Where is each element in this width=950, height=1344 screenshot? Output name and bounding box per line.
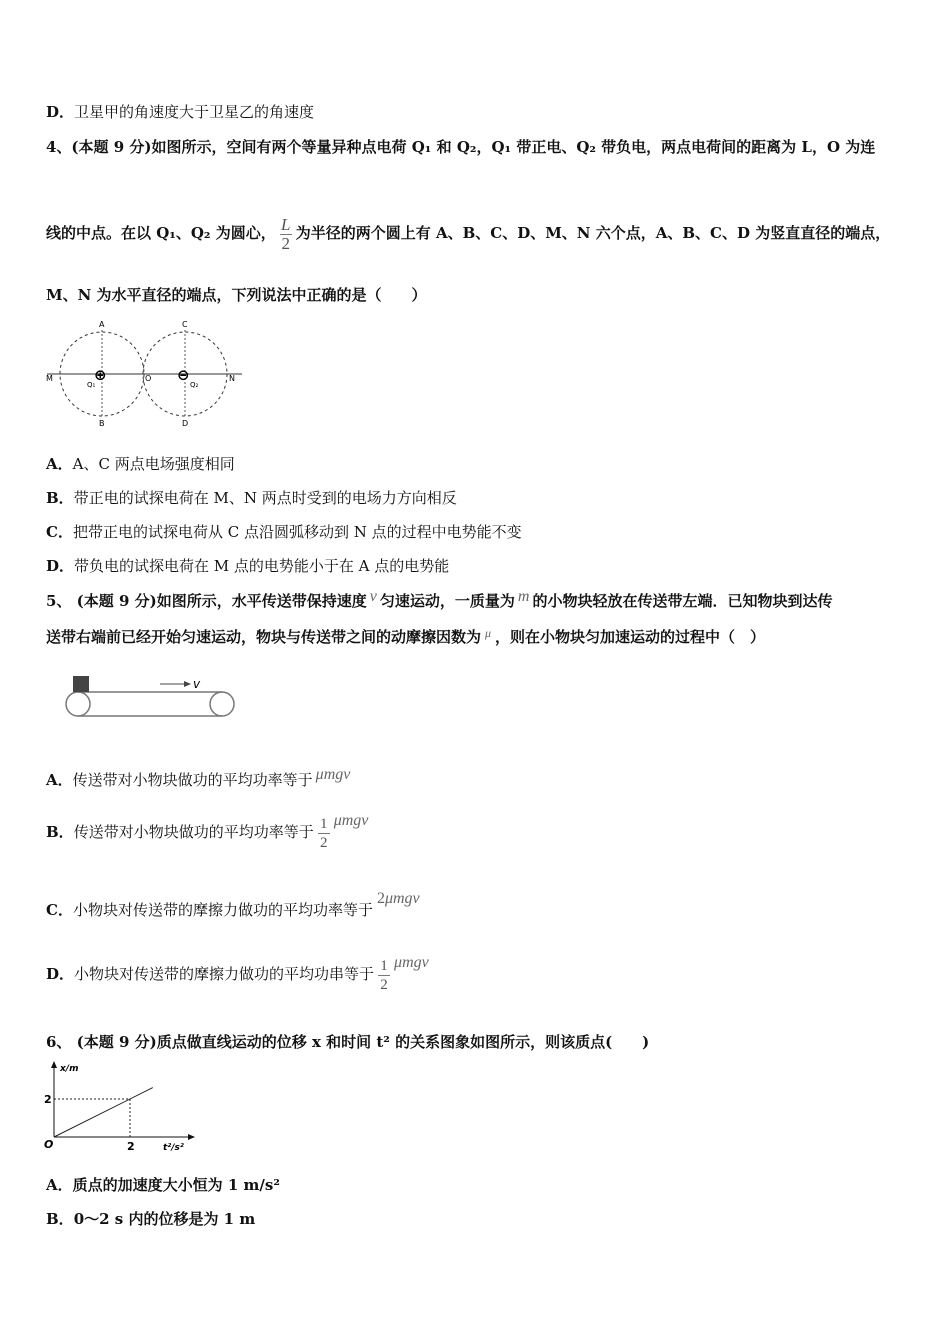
label-o: O: [145, 374, 152, 383]
option-text: 小物块对传送带的摩擦力做功的平均功串等于: [74, 965, 375, 983]
x-tick-label: 2: [127, 1140, 135, 1153]
q4-stem-line2: [46, 205, 890, 261]
option-label: B．: [46, 489, 74, 507]
option-label: B．: [46, 823, 74, 841]
option-text: 带正电的试探电荷在 M、N 两点时受到的电场力方向相反: [73, 489, 457, 507]
option-text: 传送带对小物块做功的平均功率等于: [73, 823, 314, 841]
frac-denominator: 2: [319, 834, 328, 851]
q6-xt2-chart: [40, 1060, 195, 1160]
option-text: 0～2 s 内的位移是为 1 m: [73, 1210, 256, 1228]
q5-part2: 匀速运动，一质量为: [379, 592, 515, 610]
option-label: A．: [46, 771, 73, 789]
q5-stem-line2: [46, 627, 765, 648]
option-text: 卫星甲的角速度大于卫星乙的角速度: [74, 103, 315, 121]
y-axis-label: x/m: [60, 1064, 79, 1074]
y-tick-label: 2: [44, 1093, 52, 1106]
fraction-half: [378, 957, 390, 994]
option-coef: 2: [376, 890, 385, 907]
symbol-mu: μ: [485, 626, 492, 640]
x-axis-arrow-icon: [188, 1134, 195, 1140]
option-text: 传送带对小物块做功的平均功率等于: [72, 771, 313, 789]
frac-numerator: L: [280, 214, 291, 234]
label-a: A: [99, 320, 105, 329]
y-axis-arrow-icon: [51, 1061, 57, 1068]
label-m: M: [46, 374, 53, 383]
q6-option-b: [46, 1209, 255, 1229]
frac-denominator: 2: [281, 233, 290, 253]
option-text: 小物块对传送带的摩擦力做功的平均功率等于: [72, 901, 373, 919]
q6-option-a: [46, 1175, 280, 1195]
q5-part4: 送带右端前已经开始匀速运动，物块与传送带之间的动摩擦因数为: [46, 628, 482, 646]
q4-stem-line1: 4、(本题 9 分)如图所示，空间有两个等量异种点电荷 Q₁ 和 Q₂，Q₁ 带正电、Q₂ 带负电，两点电荷间的距离为 L，O 为连: [46, 138, 876, 156]
fraction-half: [318, 815, 330, 852]
q5-option-c: [46, 890, 420, 921]
label-q1: Q₁: [87, 381, 96, 389]
q4-stem-line3: M、N 为水平直径的端点，下列说法中正确的是（ ）: [46, 286, 427, 304]
right-pulley: [210, 692, 234, 716]
q4-option-b: [46, 488, 457, 508]
option-label: D．: [46, 965, 75, 983]
q3-option-d: [46, 102, 314, 122]
velocity-arrowhead-icon: [184, 681, 191, 687]
option-label: B．: [46, 1210, 74, 1228]
option-text: 把带正电的试探电荷从 C 点沿圆弧移动到 N 点的过程中电势能不变: [72, 523, 522, 541]
option-label: C．: [46, 523, 73, 541]
block: [73, 676, 89, 692]
q4-option-d: [46, 556, 449, 576]
option-text: 带负电的试探电荷在 M 点的电势能小于在 A 点的电势能: [74, 557, 450, 575]
q5-conveyor-diagram: [64, 672, 240, 720]
frac-numerator: 1: [380, 957, 388, 974]
option-math: μmgv: [384, 890, 420, 907]
q5-stem-line1: [46, 588, 833, 612]
q4-stem-line2-part1: 线的中点。在以 Q₁、Q₂ 为圆心，: [46, 224, 276, 242]
q5-part1: 5、 (本题 9 分)如图所示，水平传送带保持速度: [46, 592, 367, 610]
option-label: D．: [46, 103, 75, 121]
q6-stem: 6、 (本题 9 分)质点做直线运动的位移 x 和时间 t² 的关系图象如图所示，则该质点( ): [46, 1033, 650, 1051]
positive-charge-icon: ⊕: [94, 366, 107, 384]
label-c: C: [182, 320, 188, 329]
x-axis-label: t²/s²: [163, 1143, 184, 1153]
symbol-v: v: [369, 588, 377, 605]
option-text: 质点的加速度大小恒为 1 m/s²: [72, 1176, 280, 1194]
frac-numerator: 1: [319, 815, 328, 832]
left-pulley: [66, 692, 90, 716]
label-n: N: [229, 374, 235, 383]
option-math: μmgv: [315, 766, 351, 783]
option-label: A．: [46, 1176, 73, 1194]
label-b: B: [99, 419, 105, 428]
velocity-label: v: [193, 677, 201, 691]
q5-option-a: [46, 766, 351, 791]
origin-label: O: [44, 1138, 54, 1151]
negative-charge-icon: ⊖: [177, 366, 190, 384]
q4-stem-line2-part2: 为半径的两个圆上有 A、B、C、D、M、N 六个点，A、B、C、D 为竖直直径的端点，: [295, 224, 891, 242]
option-label: A．: [46, 455, 73, 473]
option-label: C．: [46, 901, 73, 919]
q5-option-d: [46, 952, 429, 997]
series-line: [54, 1088, 153, 1137]
q4-circles-diagram: [44, 318, 249, 430]
q5-part3: 的小物块轻放在传送带左端．已知物块到达传: [532, 592, 833, 610]
q5-option-b: [46, 810, 368, 855]
frac-denominator: 2: [380, 976, 388, 993]
label-d: D: [182, 419, 189, 428]
label-q2: Q₂: [190, 381, 199, 389]
option-text: A、C 两点电场强度相同: [72, 455, 235, 473]
option-math: μmgv: [333, 812, 369, 829]
q5-part5: ，则在小物块匀加速运动的过程中（ ）: [495, 628, 766, 646]
q4-option-c: [46, 522, 522, 542]
option-math: μmgv: [394, 954, 429, 971]
q4-option-a: [46, 454, 235, 474]
fraction-l-over-2: [280, 216, 292, 253]
symbol-m: m: [517, 588, 530, 605]
option-label: D．: [46, 557, 75, 575]
